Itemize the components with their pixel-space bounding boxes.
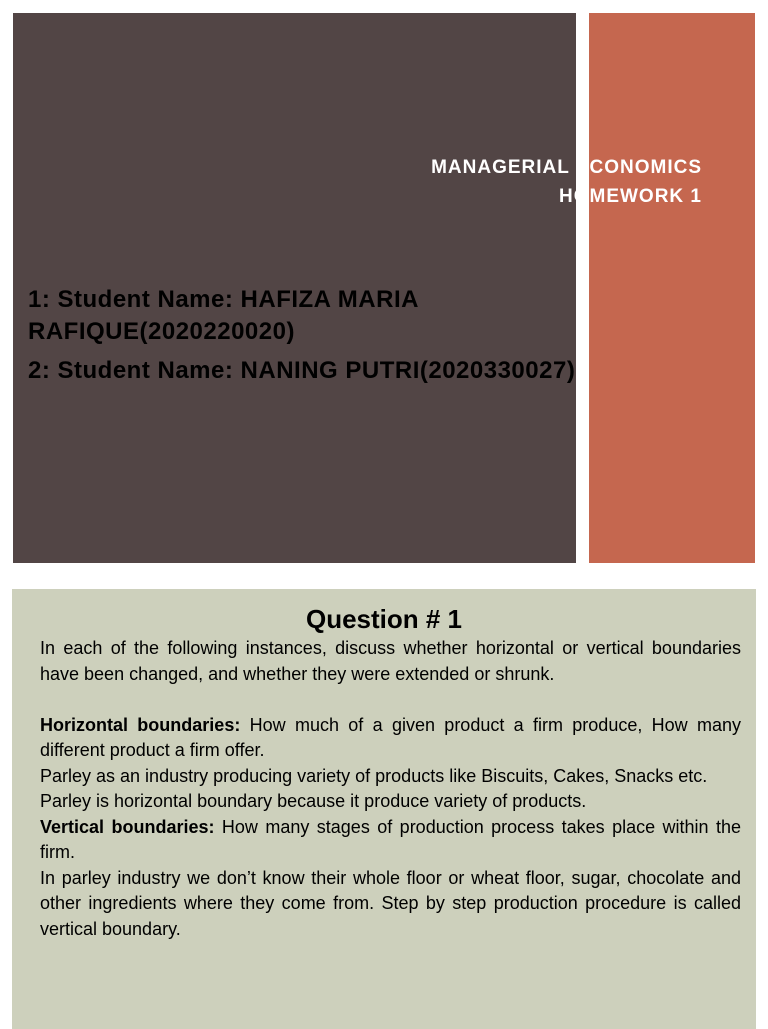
paragraph-gap (40, 687, 741, 713)
vertical-label: Vertical boundaries: (40, 816, 215, 837)
horizontal-paragraph (40, 713, 741, 764)
vertical-text: How many stages of production process takes place within the firm. (40, 816, 741, 862)
student-2: 2: Student Name: NANING PUTRI(2020330027) (28, 357, 576, 384)
parley-paragraph-1: Parley as an industry producing variety of products like Biscuits, Cakes, Snacks etc. (40, 765, 708, 786)
student-names (28, 284, 728, 387)
horizontal-text: How much of a given product a firm produce, How many different product a firm offer. (40, 714, 741, 760)
question-intro: In each of the following instances, discuss whether horizontal or vertical boundaries have been changed, and whether they were extended or shrunk. (40, 638, 741, 684)
student-1 (28, 284, 728, 348)
student-1-line-1: 1: Student Name: HAFIZA MARIA (28, 286, 419, 313)
question-body (40, 636, 741, 942)
horizontal-label: Horizontal boundaries: (40, 714, 241, 735)
question-heading: Question # 1 (305, 604, 463, 634)
vertical-paragraph (40, 815, 741, 866)
parley-paragraph-3: In parley industry we don’t know their whole floor or wheat floor, sugar, chocolate and other ingredients where they come from. Step by step production procedure is called vertical boundary. (40, 867, 741, 939)
student-1-line-2: RAFIQUE(2020220020) (28, 318, 295, 345)
title-line-1: MANAGERIAL ECONOMICS (431, 157, 702, 178)
presentation-title (431, 153, 702, 211)
title-line-2: HOMEWORK 1 (559, 186, 702, 207)
question-slide (12, 589, 756, 1029)
parley-paragraph-2: Parley is horizontal boundary because it produce variety of products. (40, 791, 587, 811)
